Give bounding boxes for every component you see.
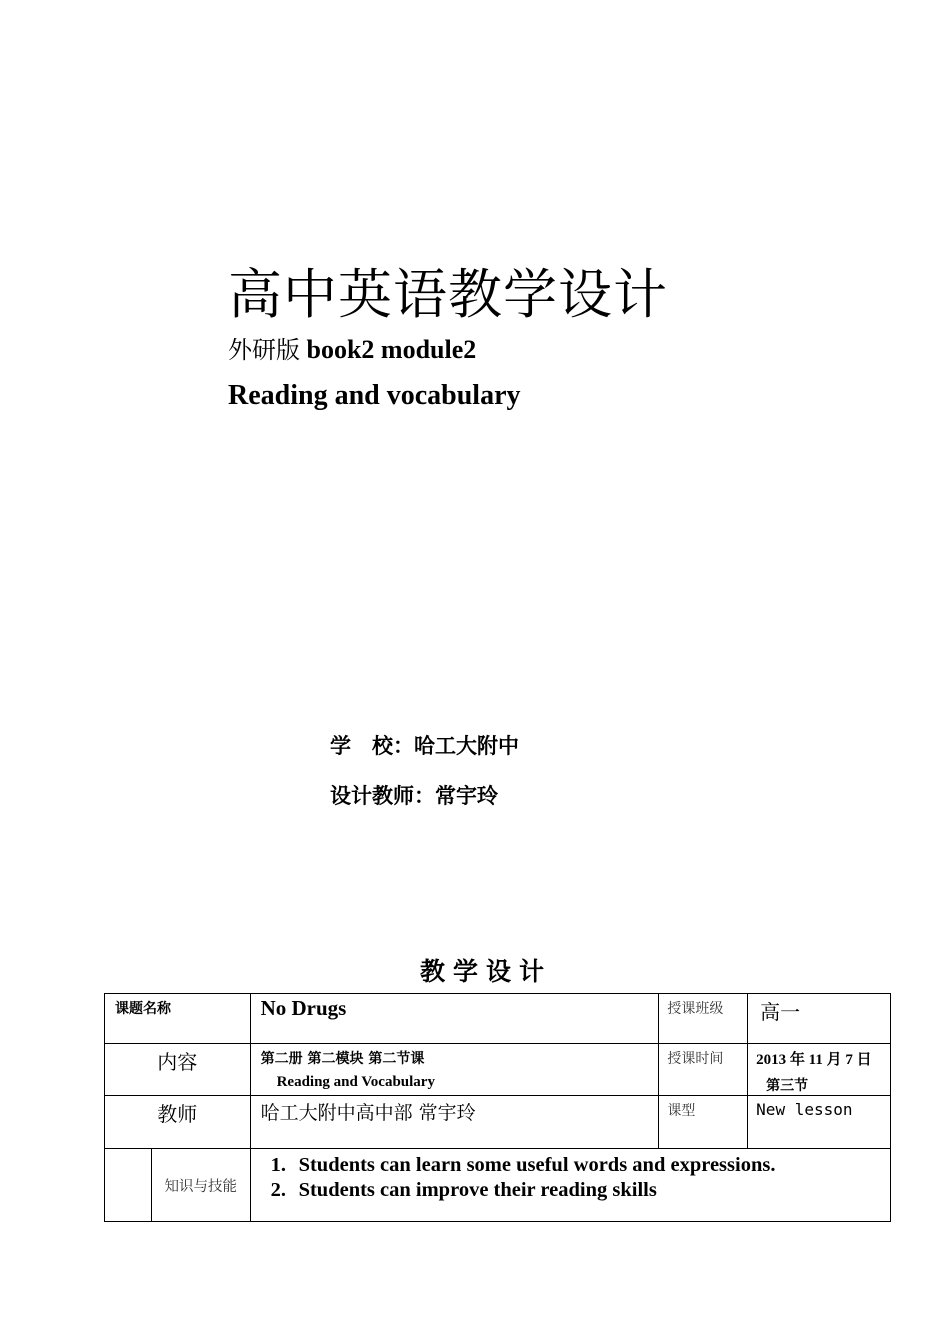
class-value: 高一 xyxy=(748,994,891,1044)
type-value: New lesson xyxy=(748,1096,891,1149)
teacher-label: 教师 xyxy=(105,1096,251,1149)
teacher-value: 哈工大附中高中部 常宇玲 xyxy=(250,1096,659,1149)
edition-en: book2 module2 xyxy=(300,335,477,364)
class-label: 授课班级 xyxy=(659,994,748,1044)
content-cn: 第二册 第二模块 第二节课 xyxy=(260,1051,425,1067)
lesson-design-table xyxy=(104,993,891,1222)
content-label: 内容 xyxy=(105,1044,251,1096)
lesson-subtitle: Reading and vocabulary xyxy=(228,380,521,411)
type-label: 课型 xyxy=(659,1096,748,1149)
time-label: 授课时间 xyxy=(659,1044,748,1096)
time-value xyxy=(748,1044,891,1096)
objective-number: 1. xyxy=(270,1154,286,1176)
edition-cn: 外研版 xyxy=(228,336,300,364)
time-date: 2013 年 11 月 7 日 xyxy=(756,1052,872,1068)
teacher-line: 设计教师：常宇玲 xyxy=(330,784,498,808)
content-value xyxy=(250,1044,659,1096)
objectives-list xyxy=(251,1149,890,1203)
content-en: Reading and Vocabulary xyxy=(276,1074,435,1090)
school-line: 学 校：哈工大附中 xyxy=(330,734,519,758)
edition-subtitle xyxy=(228,330,476,365)
table-row xyxy=(105,1044,891,1096)
objective-text: Students can learn some useful words and expressions. xyxy=(298,1154,776,1176)
topic-value: No Drugs xyxy=(250,994,659,1044)
table-row xyxy=(105,1149,891,1222)
objective-label xyxy=(151,1149,250,1222)
objectives-cell xyxy=(250,1149,890,1222)
table-row xyxy=(105,994,891,1044)
objective-blank-cell xyxy=(105,1149,152,1222)
objective-text: Students can improve their reading skills xyxy=(298,1179,657,1201)
time-section: 第三节 xyxy=(766,1078,809,1094)
design-heading: 教学设计 xyxy=(420,957,553,986)
list-item xyxy=(271,1153,890,1178)
objective-label-text: 知识与技能 xyxy=(164,1178,237,1195)
list-item xyxy=(271,1178,890,1203)
topic-label: 课题名称 xyxy=(105,994,251,1044)
table-row xyxy=(105,1096,891,1149)
objective-number: 2. xyxy=(270,1179,286,1201)
document-title: 高中英语教学设计 xyxy=(228,263,668,326)
